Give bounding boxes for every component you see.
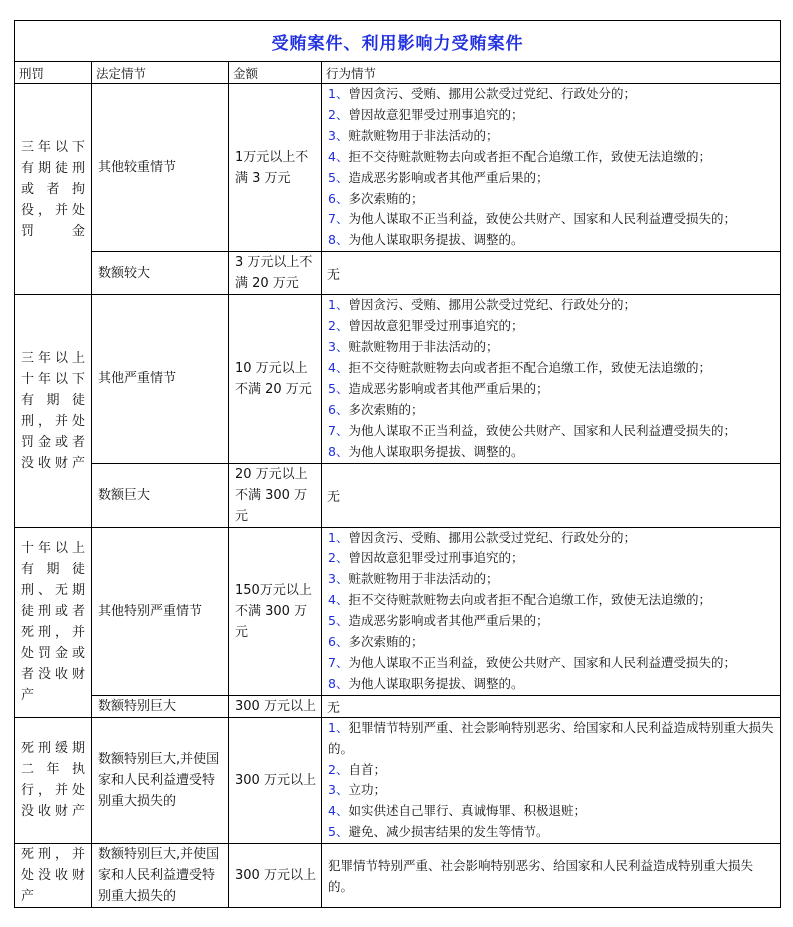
list-item [328,421,776,442]
behavior-list [322,84,781,252]
list-item-text: 赃款赃物用于非法活动的； [348,339,499,355]
list-item-text: 避免、减少损害结果的发生等情节。 [348,824,549,840]
statutory-cell: 数额较大 [92,252,229,295]
table-row [15,717,781,843]
list-item-number: 3、 [328,782,349,798]
list-item-number: 4、 [328,592,349,608]
list-item-text: 为他人谋取职务提拔、调整的。 [348,675,524,691]
behavior-list [322,295,781,463]
table-title [15,21,781,62]
list-item [328,780,776,801]
amount-cell: 1万元以上不满 3 万元 [229,84,322,252]
list-item-text: 曾因故意犯罪受过刑事追究的； [348,106,524,122]
list-item-text: 造成恶劣影响或者其他严重后果的； [348,380,549,396]
list-item-text: 曾因故意犯罪受过刑事追究的； [348,550,524,566]
amount-cell: 20 万元以上不满 300 万元 [229,463,322,527]
list-item [328,105,776,126]
header-behavior: 行为情节 [322,62,781,84]
list-item [328,358,776,379]
table-row [15,84,781,252]
list-item [328,653,776,674]
statutory-cell: 数额特别巨大,并使国家和人民利益遭受特别重大损失的 [92,717,229,843]
list-item-number: 8、 [328,675,349,691]
list-item [328,230,776,251]
list-item [328,147,776,168]
list-item [328,822,776,843]
list-item [328,569,776,590]
list-item-number: 2、 [328,318,349,334]
amount-cell: 300 万元以上 [229,695,322,717]
list-item-number: 8、 [328,232,349,248]
list-item-text: 赃款赃物用于非法活动的； [348,127,499,143]
amount-cell: 150万元以上不满 300 万元 [229,527,322,695]
list-item-number: 2、 [328,761,349,777]
amount-cell: 300 万元以上 [229,717,322,843]
list-item [328,718,776,760]
behavior-cell: 犯罪情节特别严重、社会影响特别恶劣、给国家和人民利益造成特别重大损失的。 [322,844,781,908]
statutory-cell: 其他严重情节 [92,295,229,463]
penalty-cell: 死刑缓期二年执行，并处没收财产 [15,717,92,843]
list-item-number: 5、 [328,169,349,185]
list-item [328,126,776,147]
list-item-number: 1、 [328,529,349,545]
list-item [328,632,776,653]
list-item-text: 立功； [348,782,386,798]
list-item-text: 为他人谋取不正当利益，致使公共财产、国家和人民利益遭受损失的； [348,422,736,438]
statutory-cell: 数额巨大 [92,463,229,527]
list-item-number: 7、 [328,654,349,670]
penalty-cell: 十年以上有期徒刑、无期徒刑或者死刑，并处罚金或者没收财产 [15,527,92,717]
list-item-number: 2、 [328,106,349,122]
list-item [328,84,776,105]
list-item-number: 4、 [328,803,349,819]
list-item [328,590,776,611]
header-amount: 金额 [229,62,322,84]
penalty-cell: 三年以上十年以下有期徒刑，并处罚金或者没收财产 [15,295,92,527]
behavior-cell: 无 [322,463,781,527]
list-item-text: 曾因贪污、受贿、挪用公款受过党纪、行政处分的； [348,529,636,545]
list-item-text: 多次索贿的； [348,401,424,417]
list-item [328,209,776,230]
behavior-list [322,717,781,843]
list-item-number: 5、 [328,824,349,840]
list-item-text: 为他人谋取不正当利益，致使公共财产、国家和人民利益遭受损失的； [348,654,736,670]
table-row [15,527,781,695]
table-row [15,695,781,717]
sentencing-table [14,20,781,908]
table-row [15,295,781,463]
amount-cell: 3 万元以上不满 20 万元 [229,252,322,295]
list-item-number: 5、 [328,380,349,396]
list-item-number: 2、 [328,550,349,566]
list-item-text: 多次索贿的； [348,190,424,206]
statutory-cell: 其他特别严重情节 [92,527,229,695]
list-item-number: 3、 [328,571,349,587]
list-item-number: 8、 [328,443,349,459]
amount-cell: 300 万元以上 [229,844,322,908]
list-item-number: 3、 [328,339,349,355]
list-item-number: 1、 [328,719,349,735]
penalty-cell: 死刑，并处没收财产 [15,844,92,908]
list-item-text: 曾因贪污、受贿、挪用公款受过党纪、行政处分的； [348,86,636,101]
list-item [328,801,776,822]
statutory-cell: 数额特别巨大,并使国家和人民利益遭受特别重大损失的 [92,844,229,908]
behavior-list [322,527,781,695]
list-item [328,760,776,781]
list-item-number: 7、 [328,422,349,438]
header-penalty: 刑罚 [15,62,92,84]
penalty-cell: 三年以下有期徒刑或者拘役，并处罚金 [15,84,92,295]
list-item-number: 4、 [328,148,349,164]
list-item [328,168,776,189]
list-item-number: 6、 [328,401,349,417]
list-item-number: 5、 [328,613,349,629]
list-item-text: 赃款赃物用于非法活动的； [348,571,499,587]
statutory-cell: 其他较重情节 [92,84,229,252]
list-item-text: 为他人谋取职务提拔、调整的。 [348,443,524,459]
list-item-text: 拒不交待赃款赃物去向或者拒不配合追缴工作，致使无法追缴的； [348,148,711,164]
list-item-text: 曾因贪污、受贿、挪用公款受过党纪、行政处分的； [348,297,636,313]
header-row [15,62,781,84]
table-row [15,463,781,527]
table-row [15,252,781,295]
list-item-number: 7、 [328,211,349,227]
list-item [328,611,776,632]
list-item-number: 3、 [328,127,349,143]
list-item [328,674,776,695]
list-item-text: 造成恶劣影响或者其他严重后果的； [348,169,549,185]
list-item [328,528,776,549]
list-item-number: 6、 [328,190,349,206]
list-item-text: 拒不交待赃款赃物去向或者拒不配合追缴工作，致使无法追缴的； [348,592,711,608]
list-item [328,189,776,210]
table-title-text: 受贿案件、利用影响力受贿案件 [271,33,524,54]
list-item [328,295,776,316]
title-row [15,21,781,62]
list-item-text: 为他人谋取不正当利益，致使公共财产、国家和人民利益遭受损失的； [348,211,736,227]
header-statutory: 法定情节 [92,62,229,84]
list-item [328,379,776,400]
list-item-text: 拒不交待赃款赃物去向或者拒不配合追缴工作，致使无法追缴的； [348,359,711,375]
document-page [14,20,780,908]
list-item [328,400,776,421]
list-item [328,548,776,569]
list-item-text: 造成恶劣影响或者其他严重后果的； [348,613,549,629]
list-item-number: 4、 [328,359,349,375]
list-item [328,316,776,337]
behavior-cell: 无 [322,695,781,717]
list-item-text: 犯罪情节特别严重、社会影响特别恶劣、给国家和人民利益造成特别重大损失的。 [328,719,774,756]
list-item-text: 曾因故意犯罪受过刑事追究的； [348,318,524,334]
list-item [328,442,776,463]
list-item-number: 1、 [328,297,349,313]
behavior-cell: 无 [322,252,781,295]
list-item-text: 多次索贿的； [348,634,424,650]
amount-cell: 10 万元以上不满 20 万元 [229,295,322,463]
list-item-number: 6、 [328,634,349,650]
list-item [328,337,776,358]
list-item-text: 为他人谋取职务提拔、调整的。 [348,232,524,248]
list-item-text: 如实供述自己罪行、真诚悔罪、积极退赃； [348,803,586,819]
statutory-cell: 数额特别巨大 [92,695,229,717]
table-row [15,844,781,908]
list-item-number: 1、 [328,86,349,101]
list-item-text: 自首； [348,761,386,777]
